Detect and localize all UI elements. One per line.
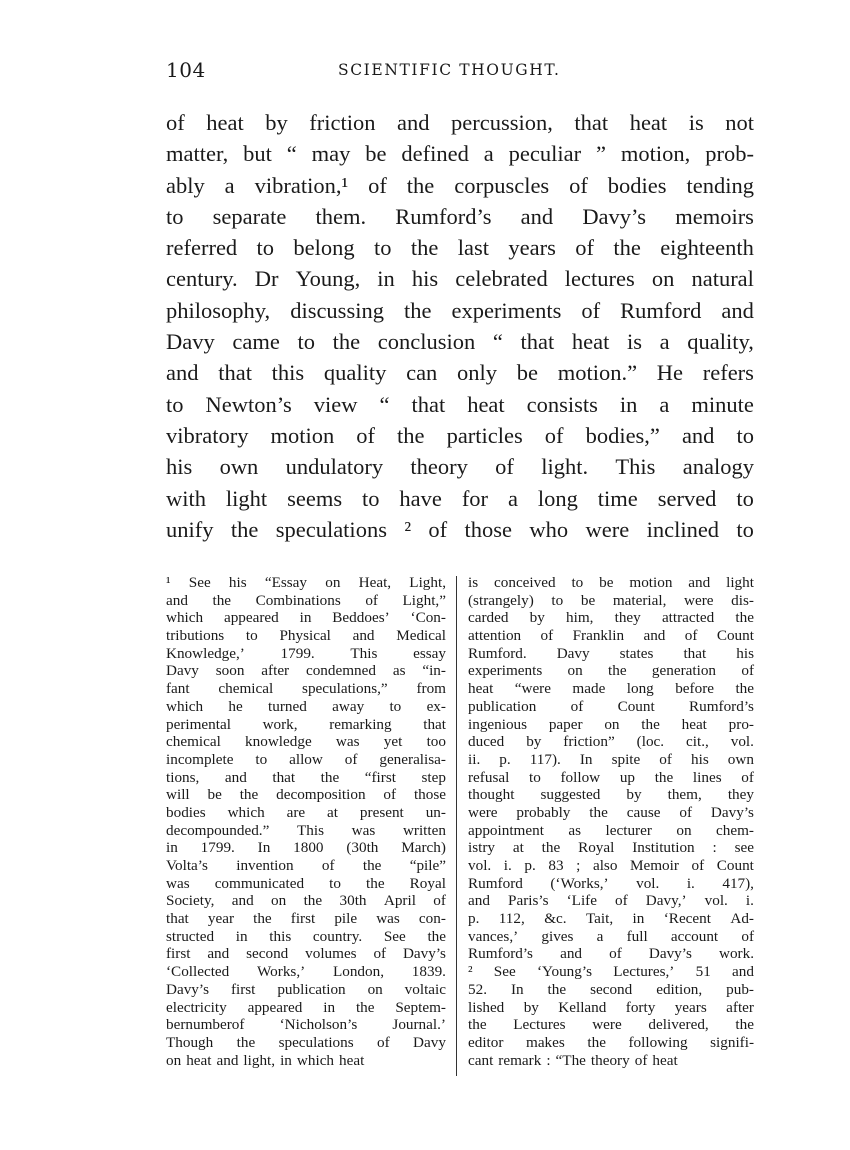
footnote-line: ii. p. 117). In spite of his own xyxy=(468,750,754,768)
footnote-line: editor makes the following signifi- xyxy=(468,1033,754,1051)
footnote-line: Rumford (‘Works,’ vol. i. 417), xyxy=(468,874,754,892)
page-header xyxy=(166,58,754,88)
footnote-line: and the Combinations of Light,” xyxy=(166,591,446,609)
footnote-line: tions, and that the “first step xyxy=(166,768,446,786)
footnote-line: vol. i. p. 83 ; also Memoir of Count xyxy=(468,857,754,874)
text-line: Davy came to the conclusion “ that heat is a quality, xyxy=(166,329,754,355)
footnote-line: thought suggested by them, they xyxy=(468,786,754,804)
footnote-line: chemical knowledge was yet too xyxy=(166,733,446,751)
footnote-line: 52. In the second edition, pub- xyxy=(468,980,754,998)
footnote-line: vances,’ gives a full account of xyxy=(468,927,754,945)
footnote-line: that year the first pile was con- xyxy=(166,910,446,928)
text-line: of heat by friction and percussion, that heat is not xyxy=(166,110,754,135)
column-divider xyxy=(456,576,457,1076)
text-line: referred to belong to the last years of the eighteenth xyxy=(166,235,754,261)
footnote-line: in 1799. In 1800 (30th March) xyxy=(166,839,446,857)
text-line: ably a vibration,¹ of the corpuscles of bodies tending xyxy=(166,172,754,198)
footnote-line: the Lectures were delivered, the xyxy=(468,1016,754,1034)
footnote-line: appointment as lecturer on chem- xyxy=(468,821,754,839)
footnote-column-right xyxy=(468,574,754,1069)
footnote-line: p. 112, &c. Tait, in ‘Recent Ad- xyxy=(468,910,754,928)
footnote-line: Knowledge,’ 1799. This essay xyxy=(166,644,446,662)
footnote-line: (strangely) to be material, were dis- xyxy=(468,591,754,609)
footnote-line: perimental work, remarking that xyxy=(166,715,446,733)
footnote-line: Davy’s first publication on voltaic xyxy=(166,980,446,998)
footnote-line: heat “were made long before the xyxy=(468,680,754,698)
footnote-line: ² See ‘Young’s Lectures,’ 51 and xyxy=(468,963,754,981)
text-line: century. Dr Young, in his celebrated lectures on natural xyxy=(166,266,754,292)
footnote-line: bernumberof ‘Nicholson’s Journal.’ xyxy=(166,1016,446,1034)
footnote-line: first and second volumes of Davy’s xyxy=(166,945,446,963)
footnotes xyxy=(166,574,754,1084)
footnote-line: attention of Franklin and of Count xyxy=(468,627,754,645)
footnote-line: refusal to follow up the lines of xyxy=(468,768,754,786)
footnote-line: duced by friction” (loc. cit., vol. xyxy=(468,733,754,751)
footnote-line: lished by Kelland forty years after xyxy=(468,998,754,1016)
text-line: unify the speculations ² of those who were inclined to xyxy=(166,516,754,542)
footnote-line: carded by him, they attracted the xyxy=(468,609,754,627)
text-line: philosophy, discussing the experiments of Rumford and xyxy=(166,297,754,323)
footnote-line: were probably the cause of Davy’s xyxy=(468,803,754,821)
text-line: with light seems to have for a long time served to xyxy=(166,485,754,511)
footnote-line: decompounded.” This was written xyxy=(166,821,446,839)
footnote-line: publication of Count Rumford’s xyxy=(468,697,754,715)
footnote-line: will be the decomposition of those xyxy=(166,786,446,804)
footnote-line: on heat and light, in which heat xyxy=(166,1051,365,1069)
footnote-line: Davy soon after condemned as “in- xyxy=(166,662,446,680)
footnote-line: ‘Collected Works,’ London, 1839. xyxy=(166,963,446,981)
footnote-line: which appeared in Beddoes’ ‘Con- xyxy=(166,609,446,627)
footnote-line: tributions to Physical and Medical xyxy=(166,627,446,645)
footnote-line: Society, and on the 30th April of xyxy=(166,892,446,910)
footnote-line: and Paris’s ‘Life of Davy,’ vol. i. xyxy=(468,892,754,910)
text-line: matter, but “ may be defined a peculiar ” motion, prob- xyxy=(166,141,754,167)
footnote-line: bodies which are at present un- xyxy=(166,803,446,821)
text-line: and that this quality can only be motion.” He refers xyxy=(166,360,754,386)
footnote-line: ingenious paper on the heat pro- xyxy=(468,715,754,733)
footnote-line: Though the speculations of Davy xyxy=(166,1033,446,1051)
main-text xyxy=(166,107,754,545)
footnote-column-left xyxy=(166,574,446,1069)
text-line: vibratory motion of the particles of bodies,” and to xyxy=(166,422,754,448)
footnote-line: fant chemical speculations,” from xyxy=(166,680,446,698)
footnote-line: cant remark : “The theory of heat xyxy=(468,1051,678,1069)
running-head: SCIENTIFIC THOUGHT. xyxy=(338,61,561,79)
page-number: 104 xyxy=(166,58,206,82)
footnote-line: istry at the Royal Institution : see xyxy=(468,839,754,857)
footnote-line: ¹ See his “Essay on Heat, Light, xyxy=(166,574,446,591)
text-line: to Newton’s view “ that heat consists in a minute xyxy=(166,391,754,417)
footnote-line: was communicated to the Royal xyxy=(166,874,446,892)
footnote-line: Rumford’s and of Davy’s work. xyxy=(468,945,754,963)
footnote-line: structed in this country. See the xyxy=(166,927,446,945)
footnote-line: experiments on the generation of xyxy=(468,662,754,680)
text-line: his own undulatory theory of light. This analogy xyxy=(166,454,754,480)
text-line: to separate them. Rumford’s and Davy’s memoirs xyxy=(166,203,754,229)
footnote-line: incomplete to allow of generalisa- xyxy=(166,750,446,768)
footnote-line: Rumford. Davy states that his xyxy=(468,644,754,662)
footnote-line: Volta’s invention of the “pile” xyxy=(166,857,446,874)
footnote-line: electricity appeared in the Septem- xyxy=(166,998,446,1016)
footnote-line: which he turned away to ex- xyxy=(166,697,446,715)
footnote-line: is conceived to be motion and light xyxy=(468,574,754,591)
